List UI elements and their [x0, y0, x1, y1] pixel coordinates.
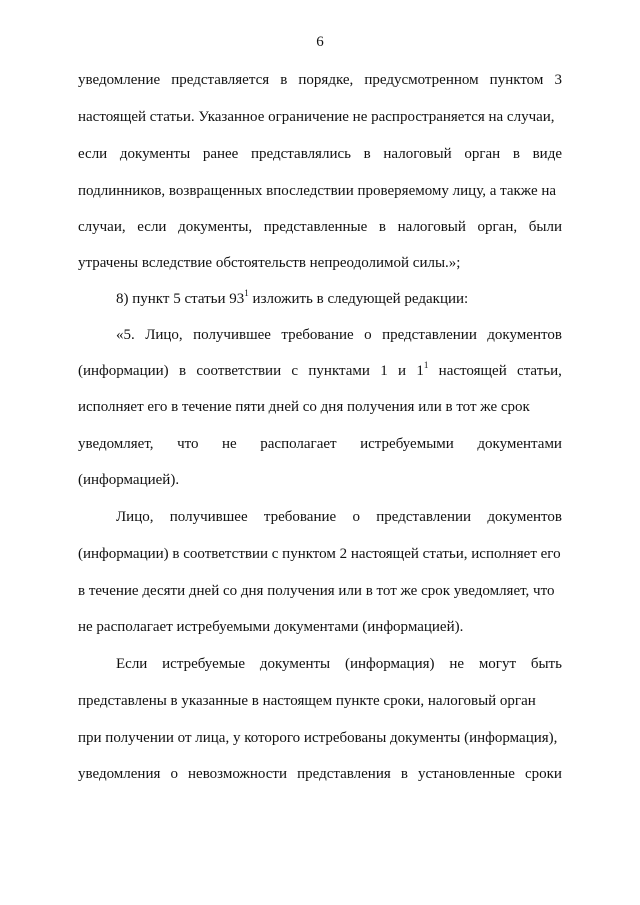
word: (информации)	[78, 363, 169, 379]
word: быть	[530, 656, 562, 672]
text-line: представлены в указанные в настоящем пункте сроки, налоговый орган	[78, 693, 536, 709]
word: не	[222, 436, 237, 452]
word: 3	[554, 72, 562, 88]
word: Если	[116, 656, 148, 672]
word: требование	[281, 327, 354, 343]
word: орган	[464, 146, 501, 162]
word: документы	[259, 656, 331, 672]
word: что	[177, 436, 199, 452]
page-number: 6	[316, 34, 324, 50]
word: налоговый	[383, 146, 452, 162]
text-line: подлинников, возвращенных впоследствии проверяемому лицу, а также на	[78, 183, 557, 199]
word: в	[178, 363, 187, 379]
word: 1	[380, 363, 388, 379]
word: Лицо,	[145, 327, 183, 343]
text-line	[116, 655, 562, 673]
text-segment: изложить в следующей редакции:	[248, 291, 469, 307]
superscript: 1	[423, 360, 429, 370]
word: установленные	[417, 766, 515, 782]
word: ранее	[202, 146, 239, 162]
text-line	[116, 508, 562, 526]
word: пунктами	[308, 363, 370, 379]
word: соответствии	[196, 363, 282, 379]
word: представлении	[376, 509, 472, 525]
text-line: при получении от лица, у которого истребованы документы (информация),	[78, 730, 558, 746]
text-line	[116, 290, 562, 308]
text-line: в течение десяти дней со дня получения или в тот же срок уведомляет, что	[78, 583, 555, 599]
word: орган,	[477, 219, 518, 235]
superscript: 1	[244, 288, 249, 298]
word: в	[280, 72, 288, 88]
word: документы	[119, 146, 191, 162]
word: налоговый	[397, 219, 466, 235]
word: о	[352, 509, 360, 525]
word: с	[291, 363, 299, 379]
text-line: (информации) в соответствии с пунктом 2 настоящей статьи, исполняет его	[78, 546, 561, 562]
text-line	[78, 362, 562, 380]
word: представлении	[382, 327, 477, 343]
word: сроки	[524, 766, 562, 782]
word: в	[512, 146, 520, 162]
word: получившее	[193, 327, 271, 343]
word: случаи,	[78, 219, 126, 235]
word: о	[170, 766, 178, 782]
word: Лицо,	[116, 509, 154, 525]
word: документов	[487, 327, 562, 343]
word: документами	[477, 436, 562, 452]
text-line	[78, 71, 562, 89]
word-with-superscript	[416, 362, 428, 380]
word: документы,	[178, 219, 253, 235]
word: настоящей	[438, 363, 507, 379]
text-segment: 8) пункт 5 статьи 93	[116, 291, 245, 307]
word: «5.	[116, 327, 135, 343]
text-line: утрачены вследствие обстоятельств непреодолимой силы.»;	[78, 255, 461, 271]
word: порядке,	[298, 72, 354, 88]
text-line	[78, 218, 562, 236]
word: документов	[487, 509, 562, 525]
word: в	[378, 219, 386, 235]
word: 1	[416, 363, 424, 379]
word: (информация)	[344, 656, 435, 672]
word: могут	[478, 656, 517, 672]
word: были	[528, 219, 562, 235]
word: пунктом	[489, 72, 544, 88]
word: предусмотренном	[364, 72, 479, 88]
word: представлялись	[251, 146, 351, 162]
word: представляется	[171, 72, 270, 88]
word: истребуемыми	[360, 436, 454, 452]
text-line: настоящей статьи. Указанное ограничение не распространяется на случаи,	[78, 109, 555, 125]
word: представления	[297, 766, 391, 782]
text-line	[78, 765, 562, 783]
text-line: исполняет его в течение пяти дней со дня получения или в тот же срок	[78, 399, 530, 415]
word: требование	[263, 509, 337, 525]
word: виде	[532, 146, 562, 162]
word: и	[398, 363, 407, 379]
word: не	[449, 656, 464, 672]
text-line	[78, 435, 562, 453]
word: располагает	[260, 436, 337, 452]
word: представленные	[263, 219, 368, 235]
word: статьи,	[517, 363, 562, 379]
word: о	[364, 327, 372, 343]
word: невозможности	[188, 766, 288, 782]
text-line: (информацией).	[78, 472, 180, 488]
word: если	[137, 219, 167, 235]
word: уведомления	[78, 766, 161, 782]
text-line	[116, 326, 562, 344]
word: получившее	[169, 509, 248, 525]
word: в	[363, 146, 371, 162]
word: уведомление	[78, 72, 161, 88]
word: в	[400, 766, 408, 782]
text-line: не располагает истребуемыми документами (информацией).	[78, 619, 464, 635]
word: истребуемые	[162, 656, 245, 672]
word: если	[78, 146, 108, 162]
word: уведомляет,	[78, 436, 154, 452]
text-line	[78, 145, 562, 163]
